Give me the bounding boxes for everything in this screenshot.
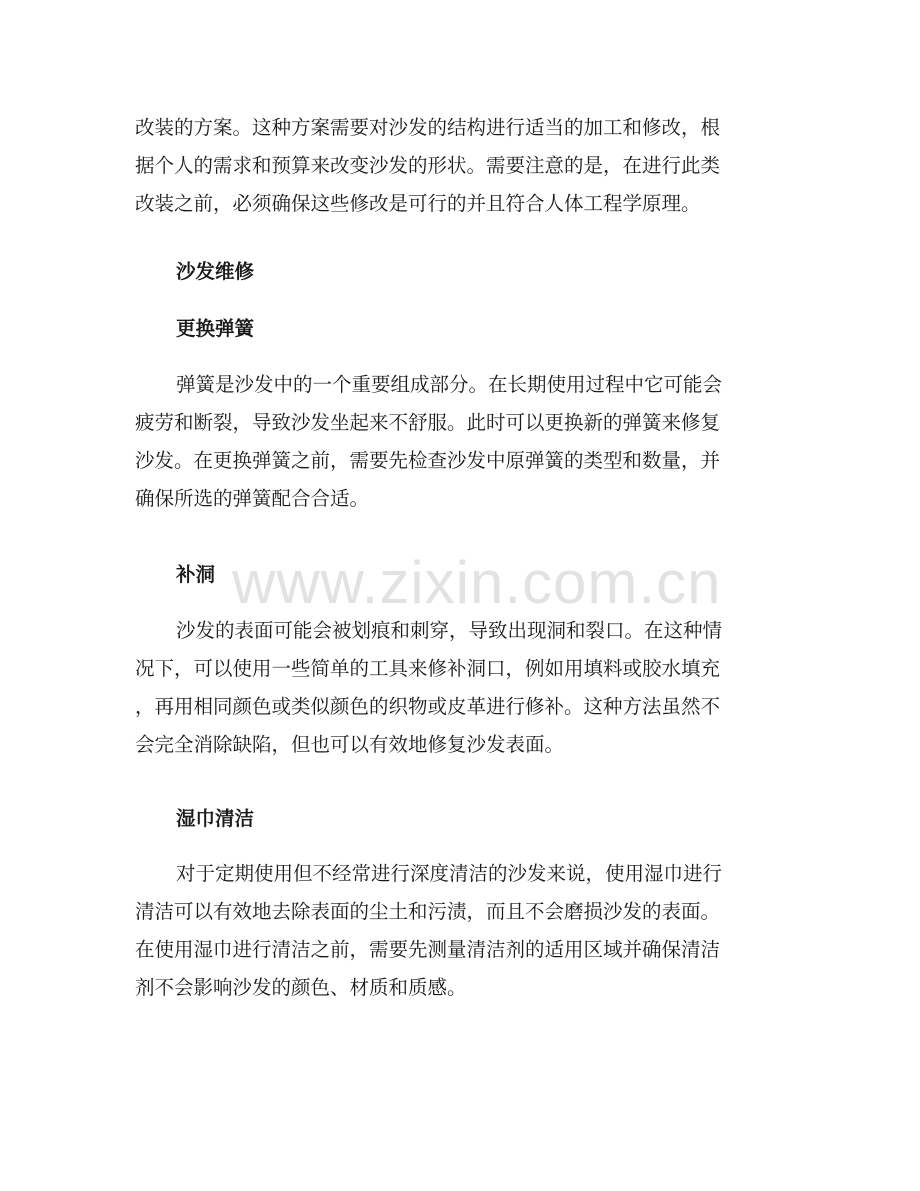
- watermark: www.zixin.com.cn: [232, 549, 722, 616]
- spring-line-3: 沙发。在更换弹簧之前，需要先检查沙发中原弹簧的类型和数量，并: [135, 449, 721, 472]
- intro-line-2: 据个人的需求和预算来改变沙发的形状。需要注意的是，在进行此类: [135, 154, 721, 177]
- section-heading-sofa-repair: 沙发维修: [176, 260, 255, 283]
- hole-line-4: 会完全消除缺陷，但也可以有效地修复沙发表面。: [135, 733, 565, 756]
- wipe-line-4: 剂不会影响沙发的颜色、材质和质感。: [135, 976, 467, 999]
- wipe-line-3: 在使用湿巾进行清洁之前，需要先测量清洁剂的适用区域并确保清洁: [135, 938, 721, 961]
- hole-line-2: 况下，可以使用一些简单的工具来修补洞口，例如用填料或胶水填充: [135, 657, 721, 680]
- subheading-wet-wipe-cleaning: 湿巾清洁: [176, 807, 255, 830]
- hole-line-3: ，再用相同颜色或类似颜色的织物或皮革进行修补。这种方法虽然不: [135, 695, 721, 718]
- subheading-replace-spring: 更换弹簧: [176, 317, 255, 340]
- wipe-line-1: 对于定期使用但不经常进行深度清洁的沙发来说，使用湿巾进行: [176, 862, 723, 885]
- spring-line-4: 确保所选的弹簧配合合适。: [135, 487, 370, 510]
- spring-line-2: 疲劳和断裂，导致沙发坐起来不舒服。此时可以更换新的弹簧来修复: [135, 411, 721, 434]
- hole-line-1: 沙发的表面可能会被划痕和刺穿，导致出现洞和裂口。在这种情: [176, 619, 723, 642]
- wipe-line-2: 清洁可以有效地去除表面的尘土和污渍，而且不会磨损沙发的表面。: [135, 900, 721, 923]
- subheading-patch-hole: 补洞: [176, 563, 216, 586]
- spring-line-1: 弹簧是沙发中的一个重要组成部分。在长期使用过程中它可能会: [176, 373, 723, 396]
- intro-line-3: 改装之前，必须确保这些修改是可行的并且符合人体工程学原理。: [135, 192, 701, 215]
- intro-line-1: 改装的方案。这种方案需要对沙发的结构进行适当的加工和修改，根: [135, 116, 721, 139]
